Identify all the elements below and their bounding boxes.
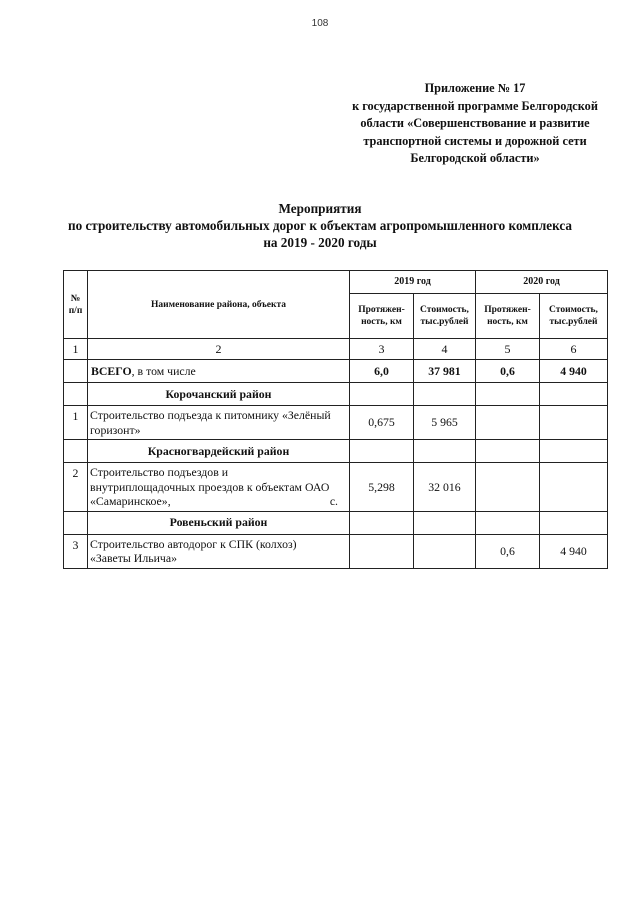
column-number: 6 xyxy=(540,339,608,360)
title-line: на 2019 - 2020 годы xyxy=(263,235,377,250)
title-line: по строительству автомобильных дорог к объектам агропромышленного комплекса xyxy=(67,218,573,233)
column-number: 2 xyxy=(88,339,350,360)
district-row xyxy=(64,383,608,406)
header-name: Наименование района, объекта xyxy=(88,271,350,339)
length-2020: 0,6 xyxy=(476,534,540,568)
length-2019: 5,298 xyxy=(350,463,414,512)
cost-2020 xyxy=(540,463,608,512)
total-label: ВСЕГО, в том числе xyxy=(88,360,350,383)
cost-2019: 32 016 xyxy=(414,463,476,512)
appendix-line: транспортной системы и дорожной сети xyxy=(363,133,587,148)
object-name: Строительство подъездов и внутриплощадочных проездов к объектам ОАО «Самаринское», с. xyxy=(88,463,350,512)
district-row xyxy=(64,511,608,534)
district-name: Корочанский район xyxy=(88,383,350,406)
table-row xyxy=(64,534,608,568)
total-length-2019: 6,0 xyxy=(350,360,414,383)
cost-2020 xyxy=(540,406,608,440)
header-cost-2020: Стоимость, тыс.рублей xyxy=(540,294,608,339)
district-name: Красногвардейский район xyxy=(88,440,350,463)
header-year-2020: 2020 год xyxy=(476,271,608,294)
total-cost-2019: 37 981 xyxy=(414,360,476,383)
page-number: 108 xyxy=(311,18,329,29)
object-name: Строительство автодорог к СПК (колхоз) «Заветы Ильича» xyxy=(88,534,350,568)
header-year-2019: 2019 год xyxy=(350,271,476,294)
header-length-2019: Протяжен- ность, км xyxy=(350,294,414,339)
document-title xyxy=(0,200,640,251)
appendix-line: области «Совершенствование и развитие xyxy=(360,116,590,130)
cost-2019 xyxy=(414,534,476,568)
cost-2020: 4 940 xyxy=(540,534,608,568)
total-cost-2020: 4 940 xyxy=(540,360,608,383)
column-number: 3 xyxy=(350,339,414,360)
column-number: 1 xyxy=(64,339,88,360)
table-row xyxy=(64,463,608,512)
title-line: Мероприятия xyxy=(278,201,362,216)
appendix-line: Белгородской области» xyxy=(410,151,540,165)
row-number: 1 xyxy=(64,406,88,440)
table-row xyxy=(64,406,608,440)
appendix-line: Приложение № 17 xyxy=(424,81,526,95)
appendix-line: к государственной программе Белгородской xyxy=(352,98,598,113)
header-cost-2019: Стоимость, тыс.рублей xyxy=(414,294,476,339)
length-2019 xyxy=(350,534,414,568)
total-length-2020: 0,6 xyxy=(476,360,540,383)
column-number-row xyxy=(64,339,608,360)
district-row xyxy=(64,440,608,463)
length-2020 xyxy=(476,463,540,512)
total-row xyxy=(64,360,608,383)
length-2019: 0,675 xyxy=(350,406,414,440)
cost-2019: 5 965 xyxy=(414,406,476,440)
object-name: Строительство подъезда к питомнику «Зелёный горизонт» xyxy=(88,406,350,440)
header-num: № п/п xyxy=(64,271,88,339)
row-number: 2 xyxy=(64,463,88,512)
header-length-2020: Протяжен- ность, км xyxy=(476,294,540,339)
length-2020 xyxy=(476,406,540,440)
column-number: 5 xyxy=(476,339,540,360)
column-number: 4 xyxy=(414,339,476,360)
district-name: Ровеньский район xyxy=(88,511,350,534)
table-header-row xyxy=(64,271,608,294)
appendix-block xyxy=(330,80,620,168)
roads-table xyxy=(63,270,608,569)
row-number: 3 xyxy=(64,534,88,568)
